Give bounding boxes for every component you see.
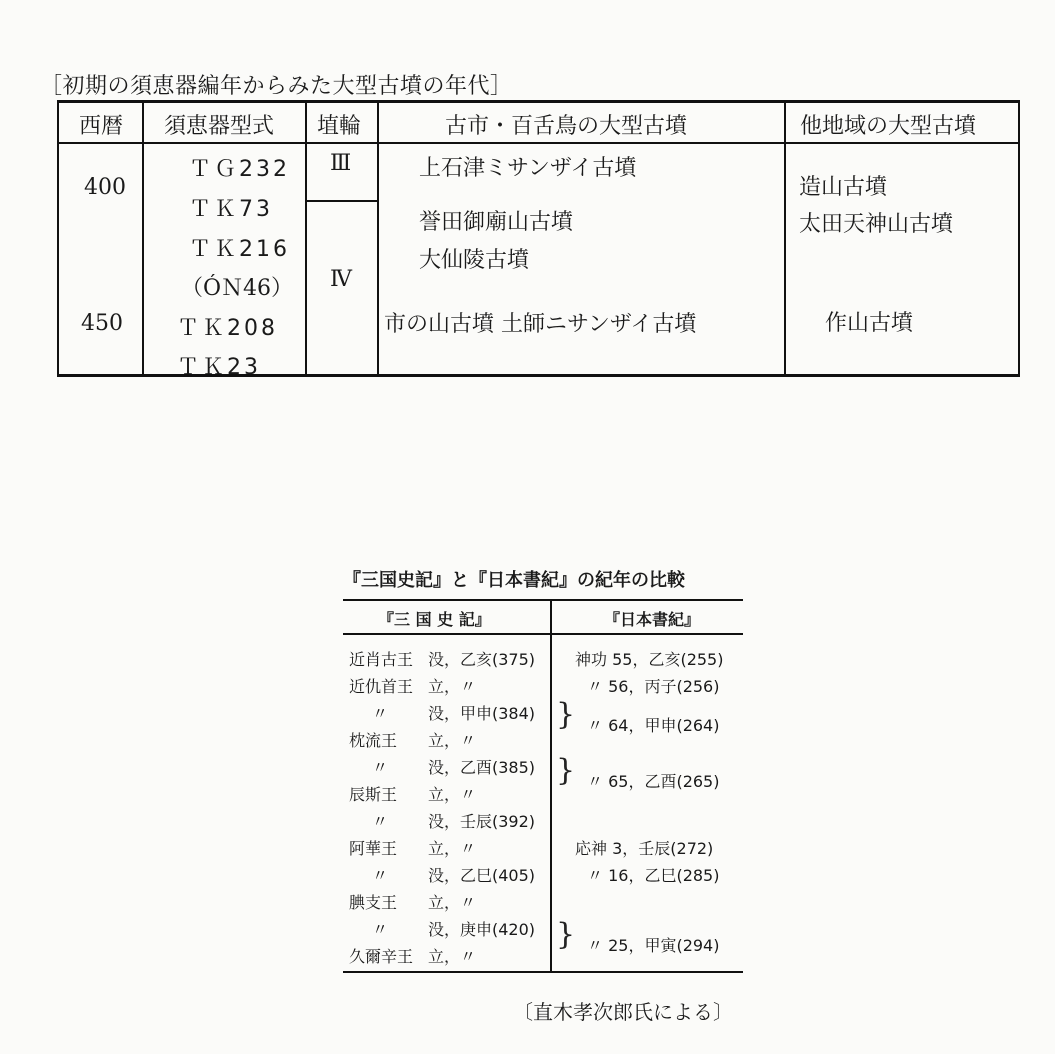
sangokushiki-king-name: 阿華王 [349,839,398,858]
brace-mark: } [556,753,576,788]
sangokushiki-king-event: 立，〃 [428,731,477,750]
shoki-row: 〃 65，乙酉(265) [587,772,720,791]
sangokushiki-king-event: 立，〃 [428,893,477,912]
header-sue-type: 須恵器型式 [164,114,275,139]
brace-mark: } [556,697,576,732]
other-tsukuriyama: 造山古墳 [799,175,888,200]
sangokushiki-king-event: 没，庚申(420) [428,920,536,939]
sangokushiki-king-name: 〃 [372,920,389,939]
type-tk23: ＴＫ23 [177,355,261,380]
sangokushiki-king-name: 〃 [372,812,389,831]
shoki-row: 〃 64，甲申(264) [587,716,720,735]
kofun-kamiishizu-misanzai: 上石津ミサンザイ古墳 [419,156,637,181]
sangokushiki-king-event: 立，〃 [428,785,477,804]
sangokushiki-king-event: 立，〃 [428,947,477,966]
table2-col-nihonshoki: 『日本書紀』 [604,610,701,629]
sangokushiki-king-name: 久爾辛王 [349,947,414,966]
sangokushiki-king-name: 辰斯王 [349,785,398,804]
sangokushiki-king-event: 没，乙巳(405) [428,866,536,885]
table2-title: 『三国史記』と『日本書紀』の紀年の比較 [343,570,685,591]
table2-column-divider [550,600,552,971]
sangokushiki-king-name: 近仇首王 [349,677,414,696]
shoki-row: 応神 3，壬辰(272) [575,839,714,858]
table2-col-sangokushiki: 『三 国 史 記』 [378,610,491,629]
type-on46: （ÓＮ46） [181,276,294,301]
shoki-row: 〃 16，乙巳(285) [587,866,720,885]
header-haniwa: 埴輪 [317,114,362,139]
other-ota-tenjinyama: 太田天神山古墳 [799,212,954,237]
header-year: 西暦 [79,114,124,139]
haniwa-4: Ⅳ [330,267,352,292]
type-tk73: ＴＫ73 [189,197,273,222]
shoki-row: 神功 55，乙亥(255) [575,650,724,669]
kofun-konda-gobyoyama: 誉田御廟山古墳 [419,210,574,235]
sangokushiki-king-name: 枕流王 [349,731,398,750]
other-tsukuriyama-saku: 作山古墳 [825,311,914,336]
table2-top-rule [343,599,743,601]
chronology-table [57,100,1020,380]
type-tg232: ＴＧ232 [189,157,290,182]
shoki-row: 〃 56，丙子(256) [587,677,720,696]
table1-title: ［初期の須恵器編年からみた大型古墳の年代］ [40,74,513,99]
year-400: 400 [84,175,126,200]
sangokushiki-king-name: 〃 [372,758,389,777]
sangokushiki-king-name: 腆支王 [349,893,398,912]
sangokushiki-king-event: 没，甲申(384) [428,704,536,723]
sangokushiki-king-name: 〃 [372,704,389,723]
sangokushiki-king-event: 没，乙酉(385) [428,758,536,777]
type-tk208: ＴＫ208 [177,316,278,341]
sangokushiki-king-name: 〃 [372,866,389,885]
source-credit: 〔直木孝次郎氏による〕 [513,1000,733,1024]
sangokushiki-king-event: 没，乙亥(375) [428,650,536,669]
type-tk216: ＴＫ216 [189,237,290,262]
kofun-daisenryo: 大仙陵古墳 [419,248,530,273]
year-450: 450 [81,311,123,336]
kofun-ichinoyama-haji: 市の山古墳 土師ニサンザイ古墳 [384,312,697,337]
sangokushiki-king-event: 立，〃 [428,677,477,696]
header-other-regions: 他地域の大型古墳 [800,114,977,139]
table2-bottom-rule [343,971,743,973]
haniwa-3: Ⅲ [330,151,352,176]
header-furuichi-mozu: 古市・百舌鳥の大型古墳 [445,114,688,139]
table2-header-rule [343,633,743,635]
brace-mark: } [556,917,576,952]
sangokushiki-king-event: 立，〃 [428,839,477,858]
sangokushiki-king-event: 没，壬辰(392) [428,812,536,831]
sangokushiki-king-name: 近肖古王 [349,650,414,669]
shoki-row: 〃 25，甲寅(294) [587,936,720,955]
